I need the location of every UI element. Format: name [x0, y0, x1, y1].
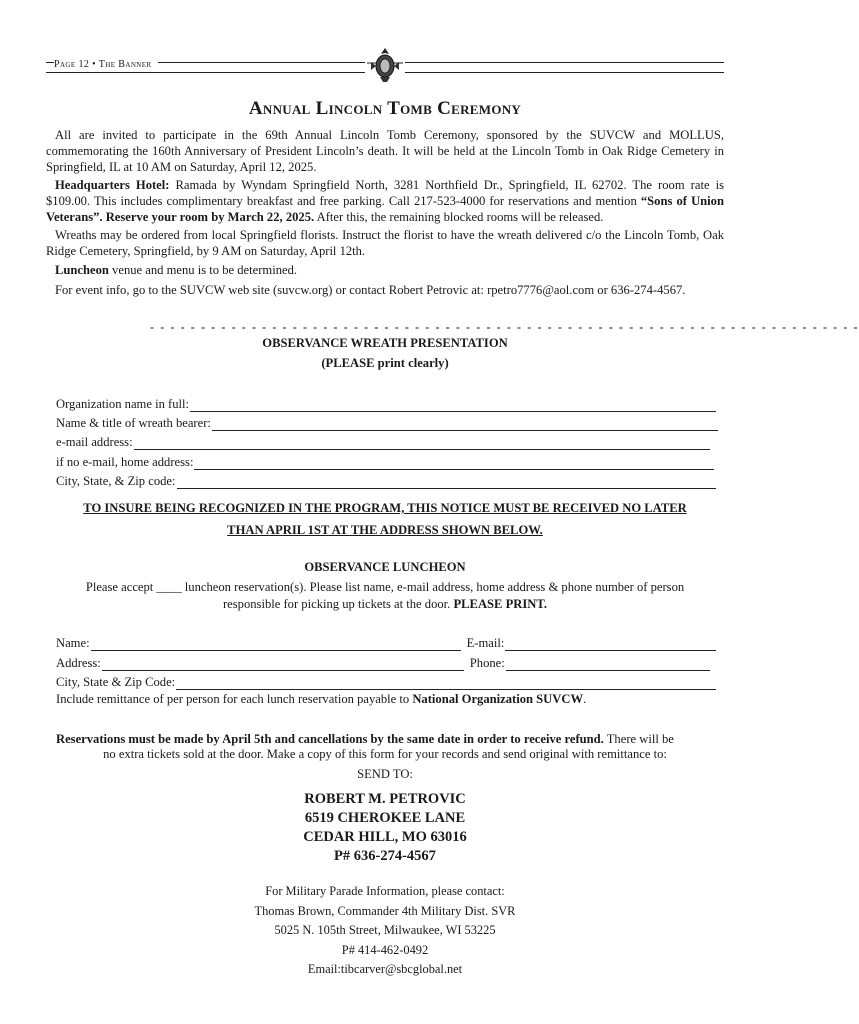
luncheon-name-line[interactable]: [91, 639, 461, 651]
intro-text-1: All are invited to participate in the 69th Annual Lincoln Tomb Ceremony, sponsored by the SUVCW and MOLLUS, commemorating the 160th Anniversary of President Lincoln’s death. It will be held at the Lincoln Tomb in Oak Ridge Cemetery in Springfield, IL at 10 AM on Saturday, April 12, 2025.: [46, 128, 724, 174]
notice-line-1: TO INSURE BEING RECOGNIZED IN THE PROGRAM, THIS NOTICE MUST BE RECEIVED NO LATER: [83, 501, 687, 515]
reservation-deadline-text: There will be: [603, 732, 674, 746]
recipient-street: 6519 CHEROKEE LANE: [304, 810, 466, 826]
wreath-city-field[interactable]: [56, 471, 716, 489]
wreath-paragraph: [46, 227, 724, 259]
luncheon-text: venue and menu is to be determined.: [108, 263, 298, 277]
wreath-bearer-field[interactable]: [56, 413, 718, 431]
luncheon-city-line[interactable]: [176, 678, 716, 690]
recipient-phone: P# 636-274-4567: [334, 848, 436, 864]
notice-line-2: THAN APRIL 1ST AT THE ADDRESS SHOWN BELOW.: [227, 523, 543, 537]
luncheon-phone-line[interactable]: [506, 659, 710, 671]
luncheon-email-label: E-mail:: [466, 636, 505, 650]
luncheon-city-field[interactable]: [56, 672, 716, 690]
luncheon-phone-label: Phone:: [469, 656, 505, 670]
parade-intro: For Military Parade Information, please contact:: [265, 884, 505, 898]
luncheon-name-label: Name:: [56, 636, 90, 650]
wreath-text: Wreaths may be ordered from local Springfield florists. Instruct the florist to have the wreath delivered c/o the Lincoln Tomb, Oak Ridge Cemetery, Springfield, by 9 AM on Saturday, April 12th.: [46, 228, 724, 258]
luncheon-instructions-1: Please accept ____ luncheon reservation(s). Please list name, e-mail address, home address & phone number of person: [85, 580, 685, 594]
remittance-note: [56, 691, 720, 707]
luncheon-paragraph: [46, 262, 724, 278]
wreath-email-field[interactable]: [56, 432, 710, 450]
luncheon-address-phone-row: [56, 653, 710, 671]
luncheon-instructions-2: [0, 597, 770, 612]
send-to-label: SEND TO:: [357, 767, 413, 781]
org-name-label: Organization name in full:: [56, 397, 190, 411]
luncheon-address-label: Address:: [56, 656, 101, 670]
emblem-icon: [365, 46, 405, 84]
hotel-reserve-note: “Sons of Union Veterans”. Reserve your room by March 22, 2025.: [46, 194, 724, 224]
luncheon-label: Luncheon: [55, 263, 109, 277]
cut-line-divider: - - - - - - - - - - - - - - - - - - - - - - - - - - - - - - - - - - - - - - - - - - - - - - - - - - - - - - - - - - - - - - - - - - - - - -: [150, 320, 859, 334]
wreath-home-address-line[interactable]: [194, 458, 714, 470]
parade-contact-street: 5025 N. 105th Street, Milwaukee, WI 53225: [274, 923, 496, 937]
wreath-heading: OBSERVANCE WREATH PRESENTATION: [262, 336, 508, 350]
hotel-label: Headquarters Hotel:: [55, 178, 170, 192]
remittance-text: Include remittance of per person for each lunch reservation payable to: [56, 692, 413, 706]
wreath-email-label: e-mail address:: [56, 435, 133, 449]
reservation-deadline-bold: Reservations must be made by April 5th and cancellations by the same date in order to receive refund.: [56, 732, 604, 746]
event-info-text: For event info, go to the SUVCW web site (suvcw.org) or contact Robert Petrovic at: rpetro7776@aol.com or 636-274-4567.: [55, 283, 686, 297]
wreath-home-address-field[interactable]: [56, 452, 714, 470]
luncheon-email-line[interactable]: [505, 639, 716, 651]
running-head: Page 12 • The Banner: [54, 59, 158, 70]
wreath-bearer-line[interactable]: [212, 419, 718, 431]
wreath-city-label: City, State, & Zip code:: [56, 474, 176, 488]
parade-contact-name: Thomas Brown, Commander 4th Military Dist. SVR: [254, 904, 516, 918]
recipient-city: CEDAR HILL, MO 63016: [303, 829, 467, 845]
wreath-city-line[interactable]: [177, 477, 716, 489]
hotel-paragraph: [46, 177, 724, 225]
parade-contact-email[interactable]: Email:tibcarver@sbcglobal.net: [307, 962, 463, 976]
hotel-text-end: After this, the remaining blocked rooms will be released.: [314, 210, 604, 224]
reservation-deadline: [56, 731, 728, 747]
page-title: Annual Lincoln Tomb Ceremony: [248, 98, 522, 119]
org-name-field[interactable]: [56, 394, 716, 412]
luncheon-name-email-row: [56, 633, 716, 651]
reservation-instructions: no extra tickets sold at the door. Make a copy of this form for your records and send original with remittance to:: [103, 747, 667, 761]
luncheon-heading: OBSERVANCE LUNCHEON: [304, 560, 466, 574]
org-name-line[interactable]: [190, 400, 716, 412]
intro-paragraph-1: [46, 127, 724, 175]
parade-contact-phone: P# 414-462-0492: [341, 943, 429, 957]
luncheon-instructions-text: responsible for picking up tickets at the door.: [222, 597, 454, 611]
remittance-payee: National Organization SUVCW: [412, 692, 584, 706]
luncheon-address-line[interactable]: [102, 659, 464, 671]
remittance-end: .: [583, 692, 587, 706]
hotel-text: Ramada by Wyndam Springfield North, 3281 Northfield Dr., Springfield, IL 62702. The room rate is $109.00. This includes complimentary breakfast and free parking. Call 217-523-4000 for reservations and mention: [46, 178, 724, 208]
please-print-label: PLEASE PRINT.: [453, 597, 548, 611]
wreath-bearer-label: Name & title of wreath bearer:: [56, 416, 211, 430]
wreath-home-address-label: if no e-mail, home address:: [56, 455, 194, 469]
recipient-name: ROBERT M. PETROVIC: [304, 791, 466, 807]
wreath-subheading: (PLEASE print clearly): [321, 356, 449, 370]
event-info-paragraph: [46, 282, 724, 298]
wreath-email-line[interactable]: [134, 438, 710, 450]
luncheon-city-label: City, State & Zip Code:: [56, 675, 176, 689]
